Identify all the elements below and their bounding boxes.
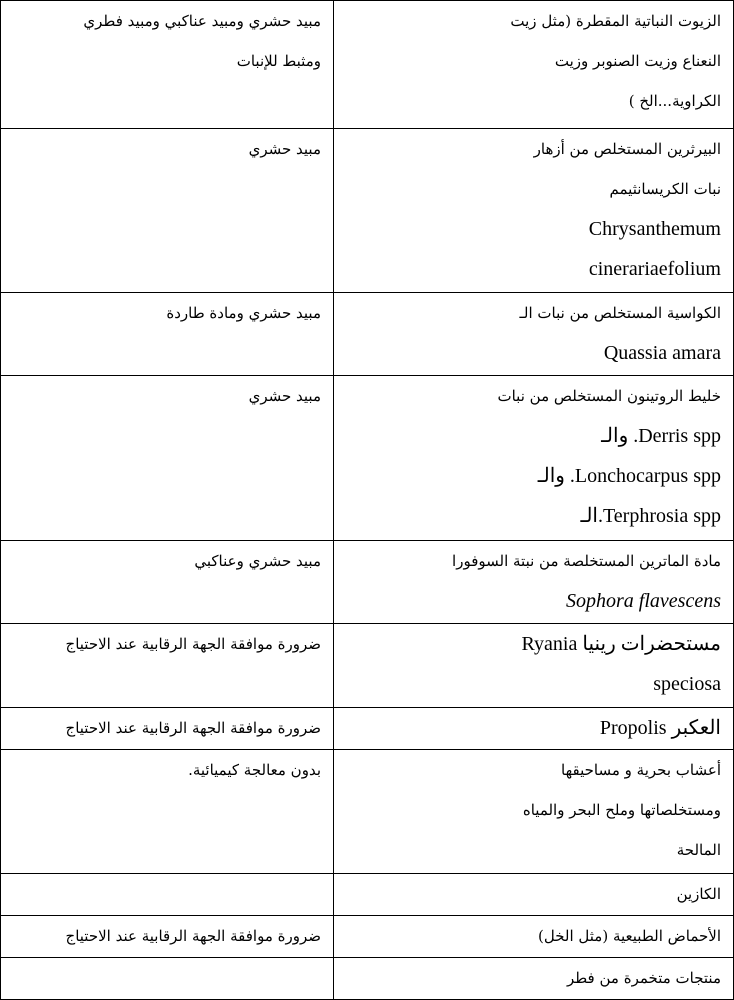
substance-line: أعشاب بحرية و مساحيقها <box>561 761 721 779</box>
substance-line: الكواسية المستخلص من نبات الـ <box>519 304 721 322</box>
table-row <box>1 916 734 958</box>
use-cell <box>1 376 334 541</box>
use-line: مبيد حشري ومبيد عناكبي ومبيد فطري <box>83 12 321 30</box>
substance-line: الأحماض الطبيعية (مثل الخل) <box>538 927 721 945</box>
substance-cell <box>334 541 734 624</box>
substance-cell <box>334 1 734 129</box>
substance-cell <box>334 376 734 541</box>
table-row <box>1 624 734 708</box>
substance-line: نبات الكريسانثيمم <box>609 180 721 198</box>
latin-name: Quassia amara <box>603 342 721 364</box>
substance-cell <box>334 958 734 1000</box>
table-row <box>1 1 734 129</box>
latin-name: Derris spp. والـ <box>601 425 721 447</box>
use-line: ضرورة موافقة الجهة الرقابية عند الاحتياج <box>65 719 321 737</box>
latin-name: Sophora flavescens <box>566 590 721 612</box>
use-cell <box>1 541 334 624</box>
latin-name: Terphrosia spp.الـ <box>580 505 721 527</box>
latin-name: cinerariaefolium <box>588 258 721 280</box>
substance-line: خليط الروتينون المستخلص من نبات <box>497 387 721 405</box>
table-row <box>1 750 734 874</box>
substance-cell <box>334 708 734 750</box>
table-row <box>1 708 734 750</box>
substance-line: ومستخلصاتها وملح البحر والمياه <box>522 801 721 819</box>
substance-line: الكازين <box>676 885 721 903</box>
substance-line: العكبر Propolis <box>599 717 721 739</box>
table-row <box>1 874 734 916</box>
substance-line: المالحة <box>676 841 721 859</box>
substance-cell <box>334 293 734 376</box>
use-line: ضرورة موافقة الجهة الرقابية عند الاحتياج <box>65 635 321 653</box>
use-line: ومثبط للإنبات <box>236 52 321 70</box>
use-cell <box>1 293 334 376</box>
substance-cell <box>334 750 734 874</box>
substance-cell <box>334 624 734 708</box>
substance-line: النعناع وزيت الصنوبر وزيت <box>554 52 721 70</box>
substance-line: البيرثرين المستخلص من أزهار <box>533 140 721 158</box>
use-line: مبيد حشري ومادة طاردة <box>166 304 321 322</box>
table-row <box>1 376 734 541</box>
substance-line: الكراوية...الخ ) <box>628 92 721 110</box>
substance-line: مادة الماترين المستخلصة من نبتة السوفورا <box>452 552 721 570</box>
substance-line: الزيوت النباتية المقطرة (مثل زيت <box>510 12 721 30</box>
use-line: ضرورة موافقة الجهة الرقابية عند الاحتياج <box>65 927 321 945</box>
use-cell <box>1 129 334 293</box>
use-cell <box>1 916 334 958</box>
use-cell <box>1 1 334 129</box>
use-line: مبيد حشري وعناكبي <box>194 552 321 570</box>
use-cell <box>1 750 334 874</box>
use-cell <box>1 624 334 708</box>
table-row <box>1 293 734 376</box>
latin-name: Chrysanthemum <box>588 218 721 240</box>
table-row <box>1 958 734 1000</box>
use-cell <box>1 874 334 916</box>
substance-line: مستحضرات رينيا Ryania <box>521 633 721 655</box>
substance-cell <box>334 874 734 916</box>
latin-name: Lonchocarpus spp. والـ <box>537 465 721 487</box>
use-cell <box>1 708 334 750</box>
use-cell <box>1 958 334 1000</box>
use-line: بدون معالجة كيميائية. <box>188 761 321 779</box>
table-row <box>1 541 734 624</box>
use-line: مبيد حشري <box>248 140 321 158</box>
substance-cell <box>334 916 734 958</box>
latin-name: speciosa <box>653 673 721 695</box>
substance-cell <box>334 129 734 293</box>
substance-line: منتجات متخمرة من فطر <box>566 969 721 987</box>
table-row <box>1 129 734 293</box>
use-line: مبيد حشري <box>248 387 321 405</box>
